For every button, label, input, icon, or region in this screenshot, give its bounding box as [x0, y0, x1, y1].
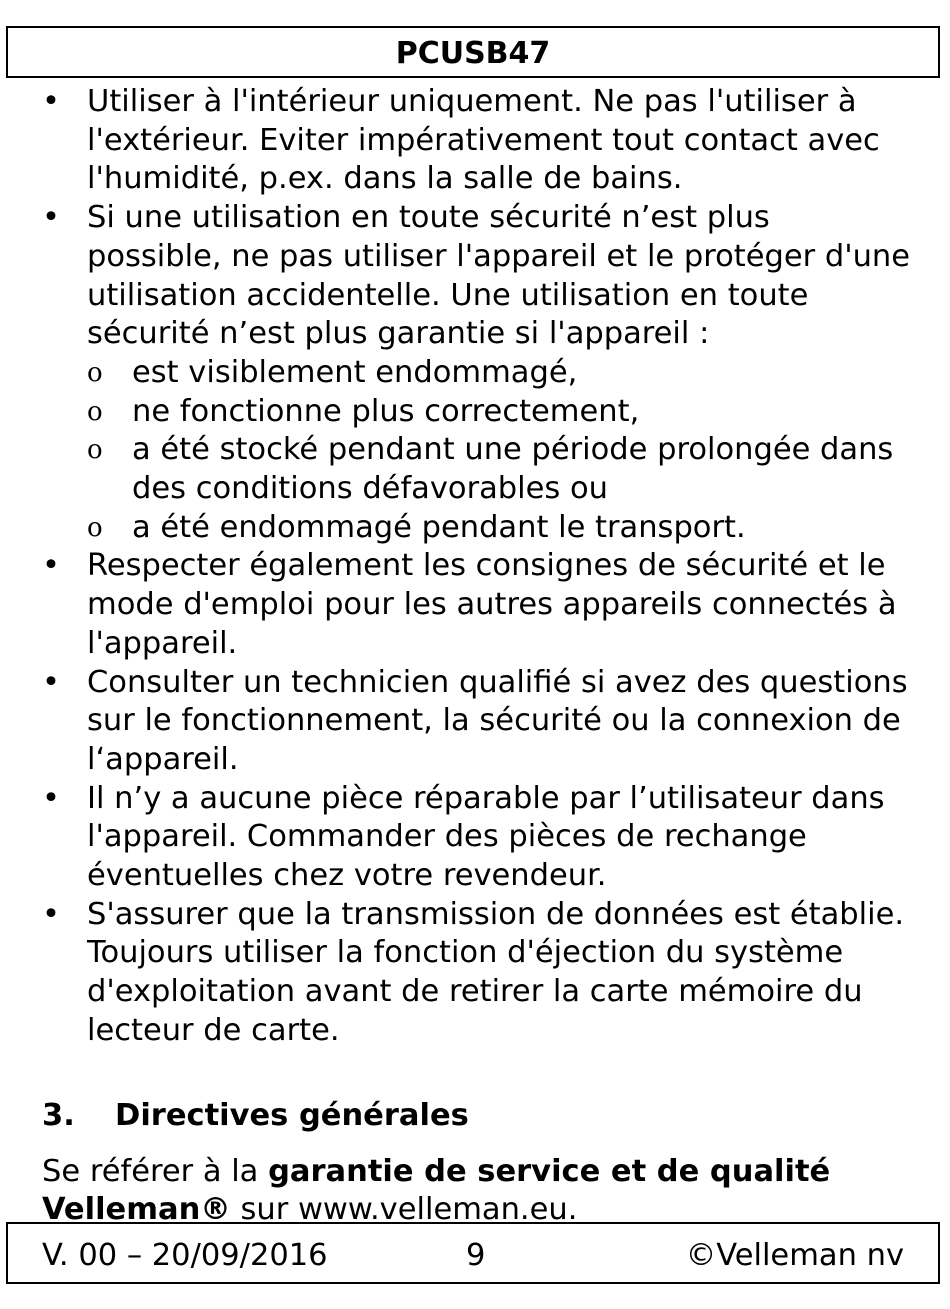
page-content: [42, 83, 912, 1230]
sub-list-item: o ne fonctionne plus correctement,: [87, 393, 912, 432]
list-item: • Utiliser à l'intérieur uniquement. Ne pas l'utiliser à l'extérieur. Eviter impérativement tout contact avec l'humidité, p.ex. dans la salle de bains.: [42, 83, 912, 199]
list-item: • Respecter également les consignes de sécurité et le mode d'emploi pour les autres appareils connectés à l'appareil.: [42, 547, 912, 663]
sub-list-item: o a été endommagé pendant le transport.: [87, 509, 912, 548]
list-item: • Si une utilisation en toute sécurité n’est plus possible, ne pas utiliser l'appareil et le protéger d'une utilisation accidentelle. Une utilisation en toute sécurité n’est plus garantie si l'appareil : o est visiblement endommagé, o ne fonctionne plus correctement, o a été stocké pendant une période prolongée dans des conditions défavorables ou o a été endommagé pendant le transport.: [42, 199, 912, 547]
sub-list: [87, 354, 912, 548]
sub-list-item: o est visiblement endommagé,: [87, 354, 912, 393]
warranty-reference: garantie de service et de qualité Velleman®: [42, 1153, 831, 1228]
page-number: 9: [466, 1238, 486, 1273]
copyright: ©Velleman nv: [685, 1238, 904, 1273]
page-footer: [6, 1222, 940, 1284]
section-heading: [42, 1097, 912, 1135]
safety-list: [42, 83, 912, 1051]
list-item: • Consulter un technicien qualifié si avez des questions sur le fonctionnement, la sécurité ou la connexion de l‘appareil.: [42, 664, 912, 780]
page-header: [6, 26, 940, 78]
product-code: PCUSB47: [395, 36, 551, 71]
section-paragraph: Se référer à la garantie de service et de qualité Velleman® sur www.velleman.eu.: [42, 1153, 831, 1228]
version-date: V. 00 – 20/09/2016: [42, 1238, 328, 1273]
section-title: Directives générales: [115, 1097, 469, 1133]
section-number: 3.: [42, 1097, 75, 1133]
sub-list-item: o a été stocké pendant une période prolongée dans des conditions défavorables ou: [87, 431, 912, 508]
list-item: • Il n’y a aucune pièce réparable par l’utilisateur dans l'appareil. Commander des pièces de rechange éventuelles chez votre revendeur.: [42, 780, 912, 896]
list-item: • S'assurer que la transmission de données est établie. Toujours utiliser la fonction d'éjection du système d'exploitation avant de retirer la carte mémoire du lecteur de carte.: [42, 896, 912, 1051]
